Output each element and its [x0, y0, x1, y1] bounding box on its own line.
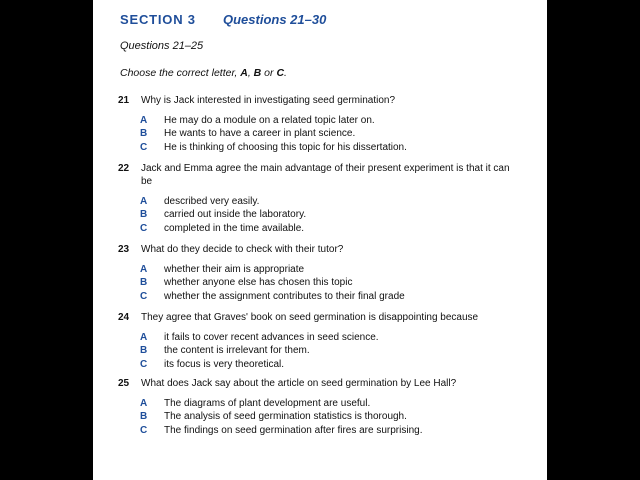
instruction-or: or	[261, 67, 277, 79]
option-text: The findings on seed germination after fires are surprising.	[164, 424, 423, 436]
option-text: The diagrams of plant development are useful.	[164, 398, 371, 409]
option-letter: B	[140, 277, 148, 289]
option-23-c[interactable]	[140, 290, 520, 303]
exam-page	[93, 0, 547, 480]
option-letter: C	[140, 222, 148, 234]
option-22-a[interactable]	[140, 195, 520, 208]
instruction-text: Choose the correct letter,	[120, 67, 241, 79]
question-22	[118, 162, 518, 188]
question-text: Jack and Emma agree the main advantage of their present experiment is that it can be	[141, 163, 510, 187]
option-text: its focus is very theoretical.	[164, 358, 285, 370]
instruction-comma: ,	[247, 67, 254, 79]
options-23	[140, 263, 520, 303]
question-25	[118, 377, 518, 390]
instruction	[120, 67, 287, 79]
question-number: 25	[118, 378, 130, 389]
option-letter: B	[140, 209, 148, 221]
option-24-c[interactable]	[140, 358, 520, 371]
option-text: whether anyone else has chosen this topic	[164, 277, 353, 289]
option-22-b[interactable]	[140, 208, 520, 221]
question-21	[118, 94, 518, 107]
option-21-a[interactable]	[140, 114, 520, 127]
question-text: They agree that Graves' book on seed germination is disappointing because	[141, 312, 479, 323]
option-letter: C	[140, 290, 148, 302]
option-text: the content is irrelevant for them.	[164, 345, 310, 357]
option-letter: A	[140, 332, 148, 343]
option-text: He is thinking of choosing this topic for his dissertation.	[164, 141, 407, 153]
question-text: What does Jack say about the article on seed germination by Lee Hall?	[141, 378, 457, 389]
option-letter: B	[140, 128, 148, 140]
option-25-a[interactable]	[140, 397, 520, 410]
option-23-a[interactable]	[140, 263, 520, 276]
options-25	[140, 397, 520, 437]
option-text: described very easily.	[164, 196, 260, 207]
option-letter: C	[140, 424, 148, 436]
option-text: whether their aim is appropriate	[164, 264, 305, 275]
question-number: 24	[118, 312, 130, 323]
question-text: Why is Jack interested in investigating seed germination?	[141, 95, 396, 106]
question-23	[118, 243, 518, 256]
question-number: 23	[118, 244, 130, 255]
question-24	[118, 311, 518, 324]
question-group-title: Questions 21–25	[120, 40, 204, 52]
instruction-letter-b: B	[253, 67, 262, 79]
options-24	[140, 331, 520, 371]
question-text: What do they decide to check with their tutor?	[141, 244, 344, 255]
option-text: it fails to cover recent advances in seed science.	[164, 332, 379, 343]
question-number: 22	[118, 163, 130, 174]
option-text: completed in the time available.	[164, 222, 305, 234]
option-letter: B	[140, 411, 148, 423]
option-letter: A	[140, 398, 148, 409]
option-25-b[interactable]	[140, 410, 520, 423]
option-21-c[interactable]	[140, 141, 520, 154]
option-text: whether the assignment contributes to their final grade	[164, 290, 405, 302]
instruction-letter-a: A	[240, 67, 248, 79]
option-23-b[interactable]	[140, 276, 520, 289]
options-22	[140, 195, 520, 235]
instruction-letter-c: C	[276, 67, 285, 79]
option-text: carried out inside the laboratory.	[164, 209, 307, 221]
option-letter: C	[140, 358, 148, 370]
option-letter: A	[140, 196, 148, 207]
option-letter: A	[140, 115, 148, 126]
option-22-c[interactable]	[140, 222, 520, 235]
option-21-b[interactable]	[140, 127, 520, 140]
option-letter: C	[140, 141, 148, 153]
instruction-end: .	[284, 67, 287, 79]
options-21	[140, 114, 520, 154]
option-text: He may do a module on a related topic later on.	[164, 115, 375, 126]
option-text: The analysis of seed germination statistics is thorough.	[164, 411, 407, 423]
option-24-b[interactable]	[140, 344, 520, 357]
question-number: 21	[118, 95, 130, 106]
option-text: He wants to have a career in plant science.	[164, 128, 356, 140]
option-letter: B	[140, 345, 148, 357]
section-question-range: Questions 21–30	[223, 12, 327, 27]
option-letter: A	[140, 264, 148, 275]
option-24-a[interactable]	[140, 331, 520, 344]
option-25-c[interactable]	[140, 424, 520, 437]
section-title: SECTION 3	[120, 12, 196, 27]
